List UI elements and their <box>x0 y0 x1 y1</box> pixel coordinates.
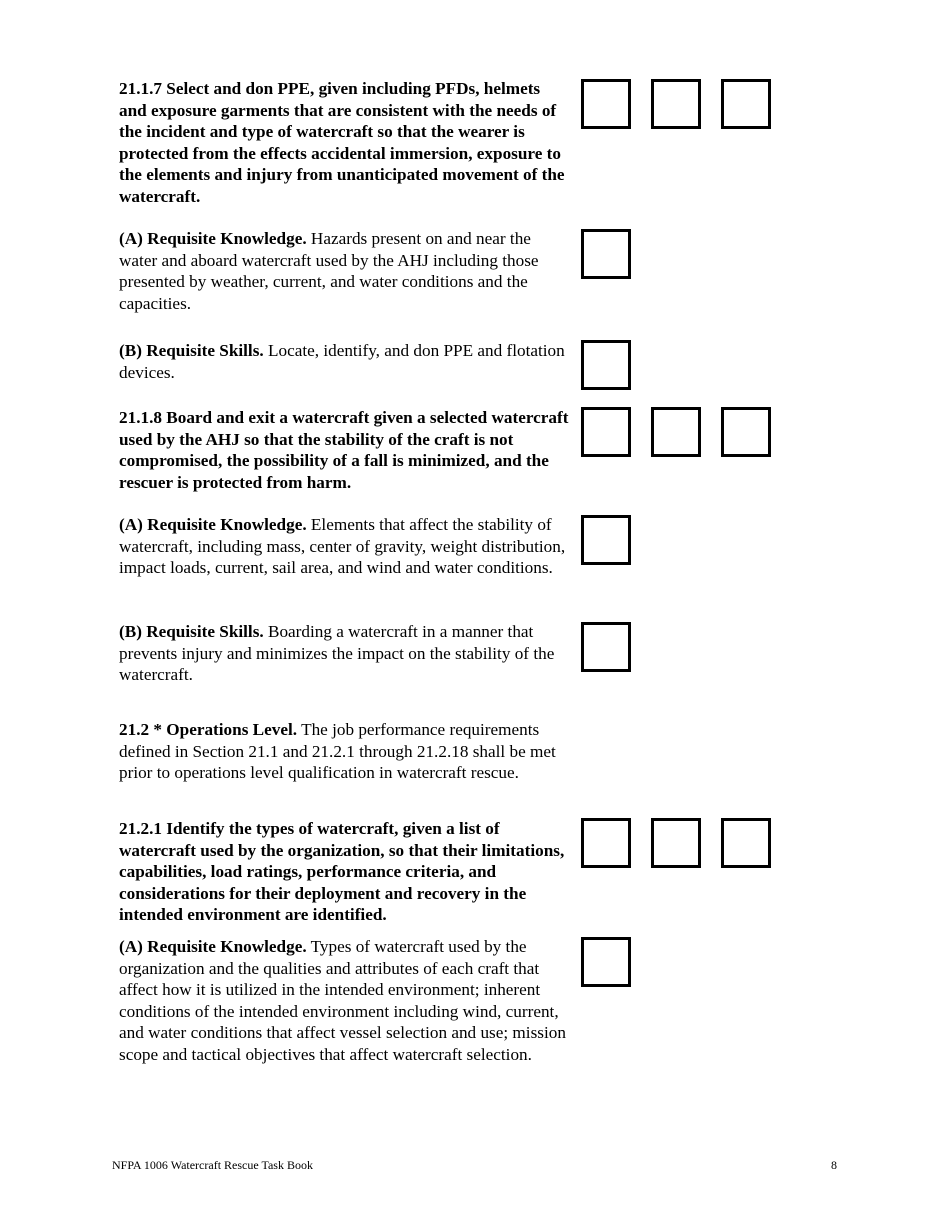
checkbox-21-1-7-b[interactable] <box>581 340 631 390</box>
jpr-21-1-8: 21.1.8 Board and exit a watercraft given a selected watercraft used by the AHJ so that the stability of the craft is not compromised, the possibility of a fall is minimized, and the rescuer is protected from harm. <box>119 408 569 492</box>
checkbox-21-1-7-1[interactable] <box>581 79 631 129</box>
checkbox-21-1-7-2[interactable] <box>651 79 701 129</box>
checkbox-21-1-7-a[interactable] <box>581 229 631 279</box>
requisite-skills-21-1-7: (B) Requisite Skills. Locate, identify, and don PPE and flotation devices. <box>119 341 565 382</box>
checkbox-21-1-8-1[interactable] <box>581 407 631 457</box>
requisite-skills-21-1-8: (B) Requisite Skills. Boarding a watercraft in a manner that prevents injury and minimizes the impact on the stability of the watercraft. <box>119 622 555 684</box>
checkbox-21-2-1-3[interactable] <box>721 818 771 868</box>
checkbox-21-2-1-1[interactable] <box>581 818 631 868</box>
requisite-knowledge-21-1-7: (A) Requisite Knowledge. Hazards present on and near the water and aboard watercraft used by the AHJ including those presented by weather, current, and water conditions and the capacities. <box>119 229 539 313</box>
operations-level-21-2: 21.2 * Operations Level. The job performance requirements defined in Section 21.1 and 21.2.1 through 21.2.18 shall be met prior to operations level qualification in watercraft rescue. <box>119 720 556 782</box>
checkbox-21-1-8-3[interactable] <box>721 407 771 457</box>
requisite-knowledge-21-2-1: (A) Requisite Knowledge. Types of watercraft used by the organization and the qualities and attributes of each craft that affect how it is utilized in the intended environment; inherent conditions of the intended environment including wind, current, and water conditions that affect vessel selection and use; mission scope and tactical objectives that affect watercraft selection. <box>119 937 566 1064</box>
page-number: 8 <box>831 1158 837 1172</box>
checkbox-21-1-8-a[interactable] <box>581 515 631 565</box>
jpr-21-2-1: 21.2.1 Identify the types of watercraft, given a list of watercraft used by the organization, so that their limitations, capabilities, load ratings, performance criteria, and considerations for their deployment and recovery in the intended environment are identified. <box>119 819 565 924</box>
checkbox-21-1-8-2[interactable] <box>651 407 701 457</box>
checkbox-21-1-7-3[interactable] <box>721 79 771 129</box>
jpr-21-1-7: 21.1.7 Select and don PPE, given including PFDs, helmets and exposure garments that are consistent with the needs of the incident and type of watercraft so that the wearer is protected from the effects accidental immersion, exposure to the elements and injury from unanticipated movement of the watercraft. <box>119 79 565 206</box>
checkbox-21-1-8-b[interactable] <box>581 622 631 672</box>
footer-title: NFPA 1006 Watercraft Rescue Task Book <box>112 1158 313 1172</box>
checkbox-21-2-1-2[interactable] <box>651 818 701 868</box>
requisite-knowledge-21-1-8: (A) Requisite Knowledge. Elements that affect the stability of watercraft, including mass, center of gravity, weight distribution, impact loads, current, sail area, and wind and water conditions. <box>119 515 566 577</box>
checkbox-21-2-1-a[interactable] <box>581 937 631 987</box>
